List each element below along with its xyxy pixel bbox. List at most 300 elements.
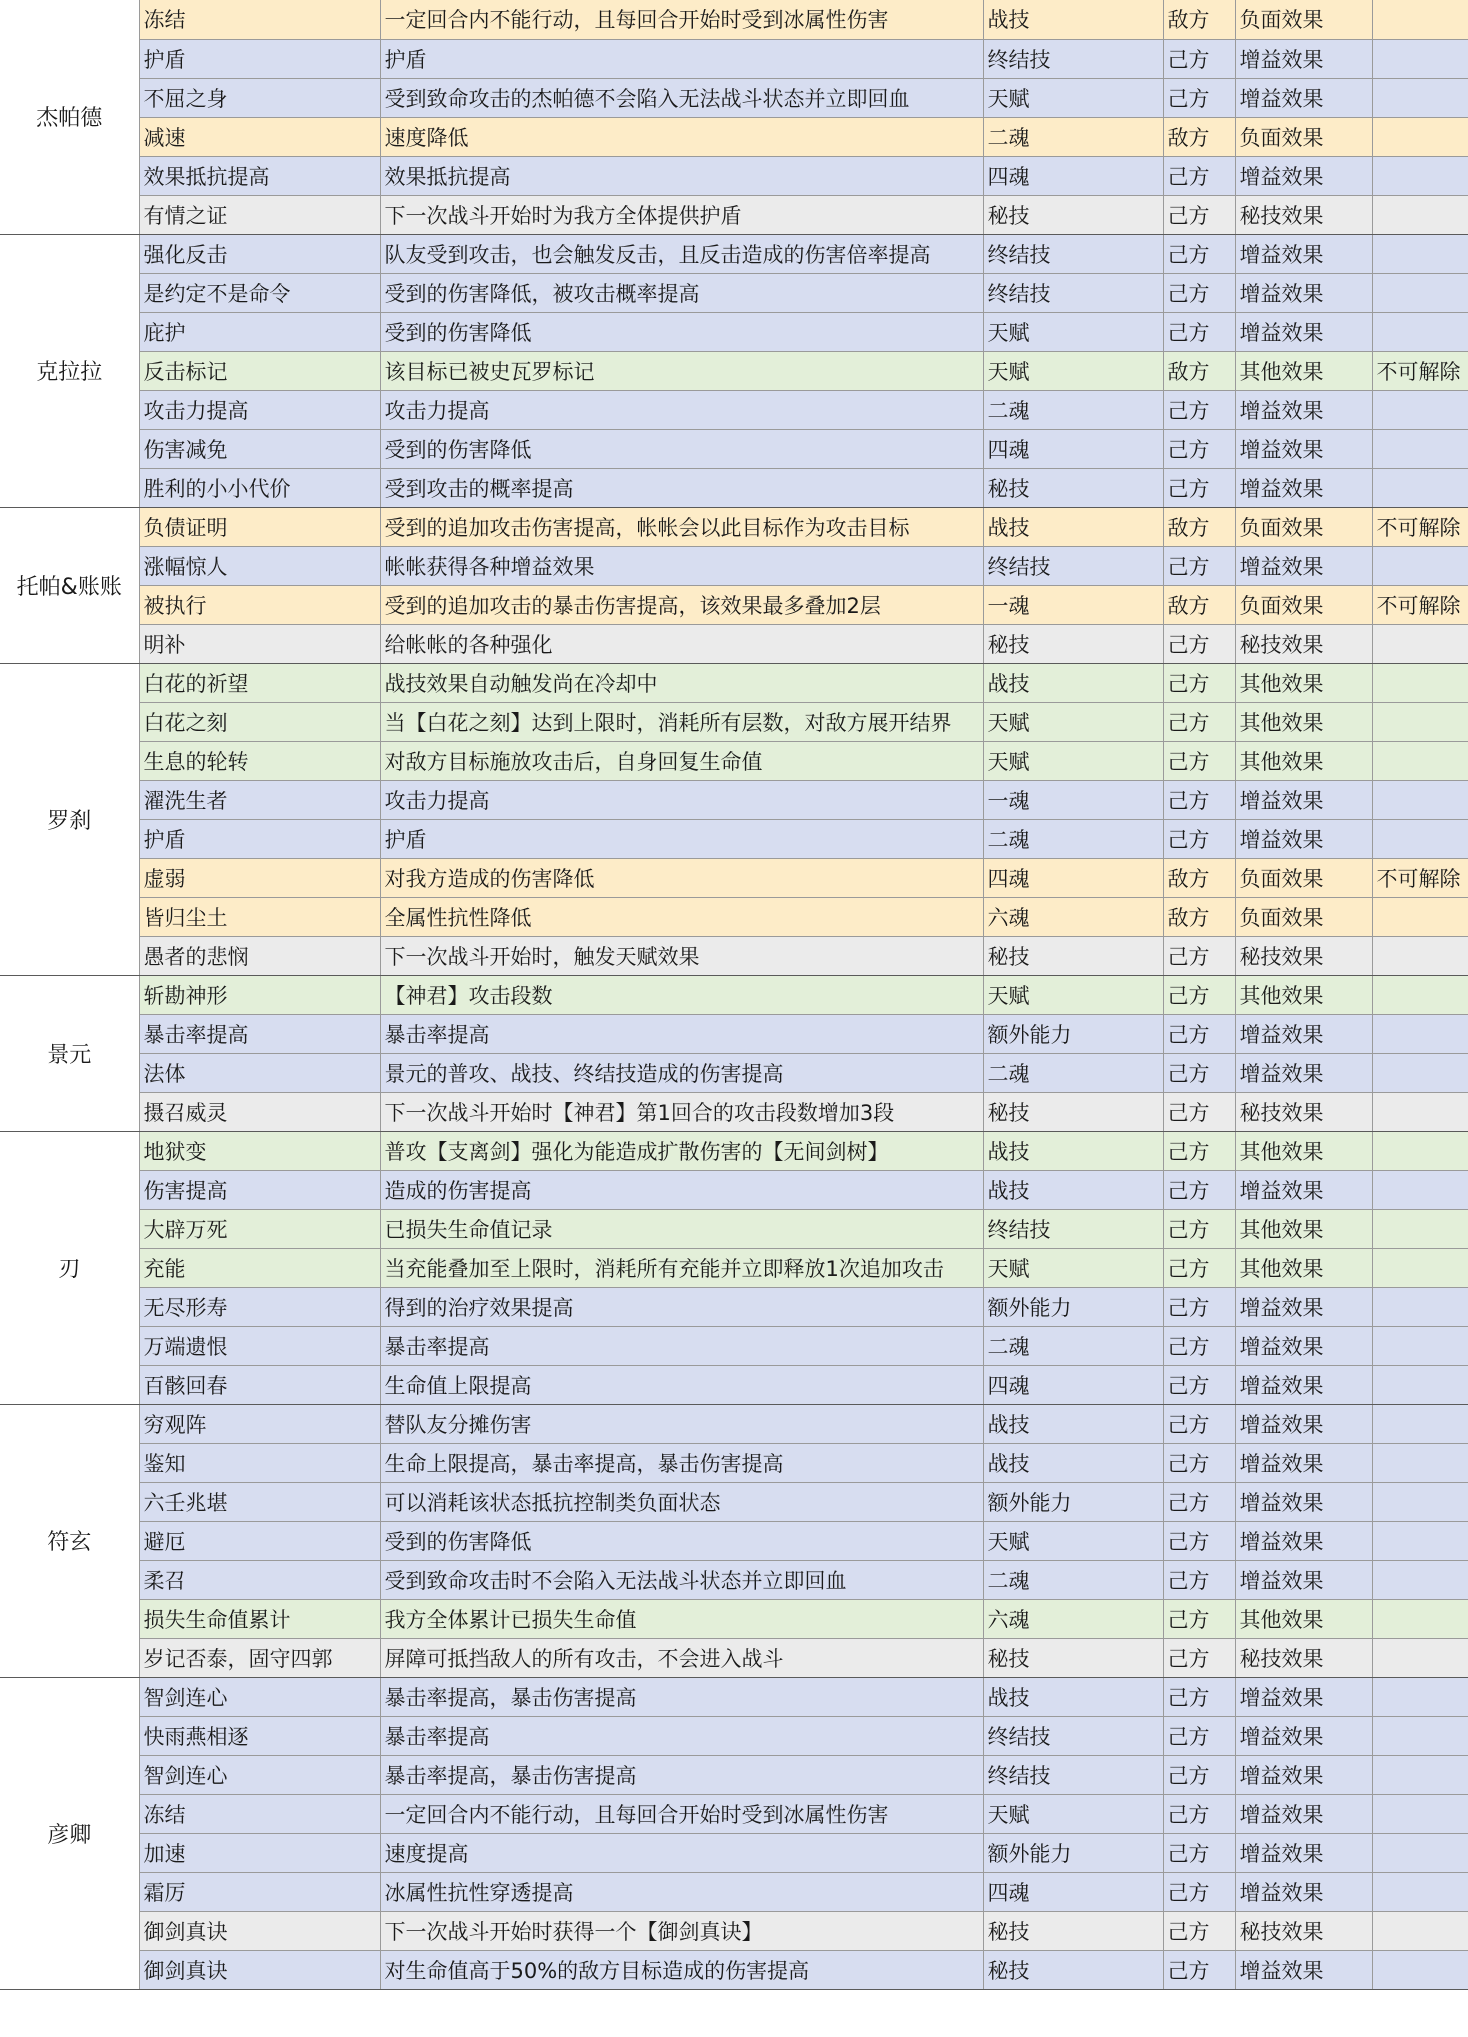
effect-name-cell[interactable]: 濯洗生者 [139,780,380,819]
character-name-cell[interactable]: 彦卿 [0,1677,139,1989]
effect-type-cell[interactable]: 增益效果 [1235,1326,1372,1365]
effect-name-cell[interactable]: 损失生命值累计 [139,1599,380,1638]
effect-type-cell[interactable]: 增益效果 [1235,273,1372,312]
effect-name-cell[interactable]: 百骸回春 [139,1365,380,1404]
effect-target-cell[interactable]: 己方 [1163,468,1235,507]
effect-type-cell[interactable]: 增益效果 [1235,1521,1372,1560]
effect-name-cell[interactable]: 万端遗恨 [139,1326,380,1365]
effect-name-cell[interactable]: 斩勘神形 [139,975,380,1014]
effect-description-cell[interactable]: 帐帐获得各种增益效果 [380,546,983,585]
effect-description-cell[interactable]: 对我方造成的伤害降低 [380,858,983,897]
effect-type-cell[interactable]: 其他效果 [1235,1248,1372,1287]
effect-source-cell[interactable]: 天赋 [983,312,1163,351]
effect-source-cell[interactable]: 秘技 [983,1950,1163,1989]
effect-note-cell[interactable] [1372,1482,1468,1521]
effect-description-cell[interactable]: 造成的伤害提高 [380,1170,983,1209]
effect-type-cell[interactable]: 负面效果 [1235,897,1372,936]
effect-target-cell[interactable]: 敌方 [1163,0,1235,39]
effect-description-cell[interactable]: 受到攻击的概率提高 [380,468,983,507]
effect-target-cell[interactable]: 己方 [1163,1521,1235,1560]
effect-name-cell[interactable]: 加速 [139,1833,380,1872]
effect-note-cell[interactable] [1372,702,1468,741]
effect-target-cell[interactable]: 己方 [1163,1755,1235,1794]
effect-source-cell[interactable]: 二魂 [983,117,1163,156]
effect-type-cell[interactable]: 增益效果 [1235,390,1372,429]
effect-note-cell[interactable] [1372,1833,1468,1872]
effect-note-cell[interactable] [1372,390,1468,429]
effect-note-cell[interactable] [1372,1716,1468,1755]
effect-target-cell[interactable]: 己方 [1163,1443,1235,1482]
effect-source-cell[interactable]: 四魂 [983,156,1163,195]
effect-description-cell[interactable]: 暴击率提高，暴击伤害提高 [380,1677,983,1716]
effect-type-cell[interactable]: 增益效果 [1235,468,1372,507]
effect-target-cell[interactable]: 己方 [1163,1053,1235,1092]
effect-type-cell[interactable]: 增益效果 [1235,312,1372,351]
effect-name-cell[interactable]: 法体 [139,1053,380,1092]
effect-name-cell[interactable]: 六壬兆堪 [139,1482,380,1521]
effect-source-cell[interactable]: 六魂 [983,897,1163,936]
effect-source-cell[interactable]: 二魂 [983,819,1163,858]
effect-note-cell[interactable] [1372,1443,1468,1482]
effect-name-cell[interactable]: 是约定不是命令 [139,273,380,312]
effect-note-cell[interactable] [1372,39,1468,78]
effect-name-cell[interactable]: 智剑连心 [139,1677,380,1716]
effect-name-cell[interactable]: 御剑真诀 [139,1911,380,1950]
effect-target-cell[interactable]: 己方 [1163,1209,1235,1248]
effect-type-cell[interactable]: 秘技效果 [1235,195,1372,234]
effect-name-cell[interactable]: 快雨燕相逐 [139,1716,380,1755]
effect-name-cell[interactable]: 冻结 [139,0,380,39]
effect-target-cell[interactable]: 敌方 [1163,117,1235,156]
effect-name-cell[interactable]: 减速 [139,117,380,156]
effect-name-cell[interactable]: 负债证明 [139,507,380,546]
effect-name-cell[interactable]: 避厄 [139,1521,380,1560]
effect-description-cell[interactable]: 队友受到攻击，也会触发反击，且反击造成的伤害倍率提高 [380,234,983,273]
effect-description-cell[interactable]: 得到的治疗效果提高 [380,1287,983,1326]
effect-description-cell[interactable]: 普攻【支离剑】强化为能造成扩散伤害的【无间剑树】 [380,1131,983,1170]
character-name-cell[interactable]: 罗刹 [0,663,139,975]
effect-note-cell[interactable] [1372,741,1468,780]
effect-note-cell[interactable] [1372,819,1468,858]
effect-source-cell[interactable]: 天赋 [983,741,1163,780]
effect-type-cell[interactable]: 增益效果 [1235,1365,1372,1404]
effect-name-cell[interactable]: 御剑真诀 [139,1950,380,1989]
effect-note-cell[interactable] [1372,1014,1468,1053]
effect-note-cell[interactable] [1372,1248,1468,1287]
effect-description-cell[interactable]: 速度提高 [380,1833,983,1872]
effect-source-cell[interactable]: 一魂 [983,780,1163,819]
effect-source-cell[interactable]: 额外能力 [983,1833,1163,1872]
effect-target-cell[interactable]: 己方 [1163,1248,1235,1287]
effect-description-cell[interactable]: 暴击率提高，暴击伤害提高 [380,1755,983,1794]
effect-note-cell[interactable] [1372,663,1468,702]
effect-type-cell[interactable]: 增益效果 [1235,546,1372,585]
effect-note-cell[interactable] [1372,117,1468,156]
effect-type-cell[interactable]: 增益效果 [1235,780,1372,819]
effect-name-cell[interactable]: 岁记否泰，固守四郭 [139,1638,380,1677]
effect-type-cell[interactable]: 增益效果 [1235,78,1372,117]
effect-note-cell[interactable] [1372,1677,1468,1716]
character-name-cell[interactable]: 托帕&账账 [0,507,139,663]
effect-type-cell[interactable]: 增益效果 [1235,1677,1372,1716]
effect-description-cell[interactable]: 已损失生命值记录 [380,1209,983,1248]
effect-description-cell[interactable]: 冰属性抗性穿透提高 [380,1872,983,1911]
effect-name-cell[interactable]: 鉴知 [139,1443,380,1482]
effect-note-cell[interactable] [1372,1560,1468,1599]
effect-target-cell[interactable]: 己方 [1163,39,1235,78]
effect-note-cell[interactable] [1372,468,1468,507]
effect-source-cell[interactable]: 终结技 [983,1209,1163,1248]
effect-source-cell[interactable]: 一魂 [983,585,1163,624]
effect-type-cell[interactable]: 增益效果 [1235,429,1372,468]
effect-description-cell[interactable]: 受到的伤害降低 [380,1521,983,1560]
effect-note-cell[interactable] [1372,1755,1468,1794]
effect-name-cell[interactable]: 冻结 [139,1794,380,1833]
effect-description-cell[interactable]: 可以消耗该状态抵抗控制类负面状态 [380,1482,983,1521]
effect-description-cell[interactable]: 护盾 [380,819,983,858]
effect-description-cell[interactable]: 全属性抗性降低 [380,897,983,936]
effect-target-cell[interactable]: 己方 [1163,1170,1235,1209]
effect-type-cell[interactable]: 其他效果 [1235,702,1372,741]
effect-target-cell[interactable]: 己方 [1163,1404,1235,1443]
effect-name-cell[interactable]: 有情之证 [139,195,380,234]
effect-target-cell[interactable]: 己方 [1163,1131,1235,1170]
effect-note-cell[interactable] [1372,1365,1468,1404]
effect-source-cell[interactable]: 战技 [983,0,1163,39]
effect-type-cell[interactable]: 增益效果 [1235,1716,1372,1755]
effect-type-cell[interactable]: 负面效果 [1235,858,1372,897]
effect-description-cell[interactable]: 给帐帐的各种强化 [380,624,983,663]
effect-type-cell[interactable]: 增益效果 [1235,819,1372,858]
effect-source-cell[interactable]: 四魂 [983,1872,1163,1911]
effect-source-cell[interactable]: 额外能力 [983,1287,1163,1326]
effect-target-cell[interactable]: 敌方 [1163,897,1235,936]
effect-source-cell[interactable]: 终结技 [983,1716,1163,1755]
effect-type-cell[interactable]: 负面效果 [1235,0,1372,39]
effect-name-cell[interactable]: 地狱变 [139,1131,380,1170]
effect-source-cell[interactable]: 天赋 [983,1521,1163,1560]
effect-type-cell[interactable]: 秘技效果 [1235,1638,1372,1677]
effect-type-cell[interactable]: 增益效果 [1235,1950,1372,1989]
effect-type-cell[interactable]: 增益效果 [1235,234,1372,273]
effect-target-cell[interactable]: 己方 [1163,1599,1235,1638]
effect-description-cell[interactable]: 暴击率提高 [380,1716,983,1755]
effect-type-cell[interactable]: 负面效果 [1235,507,1372,546]
effect-note-cell[interactable] [1372,195,1468,234]
effect-note-cell[interactable] [1372,0,1468,39]
effect-type-cell[interactable]: 增益效果 [1235,1794,1372,1833]
effect-target-cell[interactable]: 己方 [1163,1326,1235,1365]
effect-target-cell[interactable]: 己方 [1163,975,1235,1014]
effect-source-cell[interactable]: 二魂 [983,390,1163,429]
effect-description-cell[interactable]: 当充能叠加至上限时，消耗所有充能并立即释放1次追加攻击 [380,1248,983,1287]
effect-description-cell[interactable]: 一定回合内不能行动，且每回合开始时受到冰属性伤害 [380,0,983,39]
effect-source-cell[interactable]: 额外能力 [983,1014,1163,1053]
effect-name-cell[interactable]: 伤害提高 [139,1170,380,1209]
effect-target-cell[interactable]: 己方 [1163,312,1235,351]
effect-type-cell[interactable]: 增益效果 [1235,1170,1372,1209]
effect-name-cell[interactable]: 被执行 [139,585,380,624]
effect-name-cell[interactable]: 明补 [139,624,380,663]
effect-name-cell[interactable]: 穷观阵 [139,1404,380,1443]
effect-name-cell[interactable]: 效果抵抗提高 [139,156,380,195]
effect-type-cell[interactable]: 负面效果 [1235,585,1372,624]
effect-target-cell[interactable]: 己方 [1163,702,1235,741]
effect-target-cell[interactable]: 己方 [1163,624,1235,663]
effect-target-cell[interactable]: 己方 [1163,780,1235,819]
effect-type-cell[interactable]: 增益效果 [1235,1287,1372,1326]
effect-type-cell[interactable]: 增益效果 [1235,1560,1372,1599]
effect-description-cell[interactable]: 效果抵抗提高 [380,156,983,195]
effect-source-cell[interactable]: 战技 [983,1677,1163,1716]
effect-target-cell[interactable]: 己方 [1163,1716,1235,1755]
effect-type-cell[interactable]: 其他效果 [1235,663,1372,702]
effect-name-cell[interactable]: 胜利的小小代价 [139,468,380,507]
effect-target-cell[interactable]: 己方 [1163,78,1235,117]
effect-type-cell[interactable]: 增益效果 [1235,1755,1372,1794]
effect-description-cell[interactable]: 一定回合内不能行动，且每回合开始时受到冰属性伤害 [380,1794,983,1833]
effect-note-cell[interactable] [1372,975,1468,1014]
effect-target-cell[interactable]: 己方 [1163,1911,1235,1950]
effect-target-cell[interactable]: 己方 [1163,1560,1235,1599]
effect-source-cell[interactable]: 秘技 [983,195,1163,234]
effect-type-cell[interactable]: 增益效果 [1235,1833,1372,1872]
effect-description-cell[interactable]: 攻击力提高 [380,390,983,429]
effect-source-cell[interactable]: 六魂 [983,1599,1163,1638]
effect-description-cell[interactable]: 下一次战斗开始时【神君】第1回合的攻击段数增加3段 [380,1092,983,1131]
effect-type-cell[interactable]: 增益效果 [1235,1404,1372,1443]
effect-description-cell[interactable]: 受到的伤害降低，被攻击概率提高 [380,273,983,312]
effect-source-cell[interactable]: 天赋 [983,351,1163,390]
effect-source-cell[interactable]: 终结技 [983,39,1163,78]
effect-description-cell[interactable]: 受到的伤害降低 [380,429,983,468]
effect-name-cell[interactable]: 皆归尘土 [139,897,380,936]
effect-note-cell[interactable] [1372,1326,1468,1365]
character-name-cell[interactable]: 符玄 [0,1404,139,1677]
effect-note-cell[interactable] [1372,936,1468,975]
effect-description-cell[interactable]: 我方全体累计已损失生命值 [380,1599,983,1638]
effect-description-cell[interactable]: 受到的伤害降低 [380,312,983,351]
effect-description-cell[interactable]: 暴击率提高 [380,1326,983,1365]
effect-type-cell[interactable]: 增益效果 [1235,156,1372,195]
effect-target-cell[interactable]: 己方 [1163,1482,1235,1521]
effect-name-cell[interactable]: 摄召威灵 [139,1092,380,1131]
effect-source-cell[interactable]: 战技 [983,1404,1163,1443]
effect-target-cell[interactable]: 己方 [1163,1794,1235,1833]
effect-note-cell[interactable] [1372,1794,1468,1833]
effect-source-cell[interactable]: 四魂 [983,1365,1163,1404]
effect-type-cell[interactable]: 其他效果 [1235,975,1372,1014]
effect-type-cell[interactable]: 增益效果 [1235,1014,1372,1053]
effect-target-cell[interactable]: 己方 [1163,1950,1235,1989]
effect-description-cell[interactable]: 护盾 [380,39,983,78]
effect-name-cell[interactable]: 大辟万死 [139,1209,380,1248]
effect-target-cell[interactable]: 己方 [1163,936,1235,975]
effect-description-cell[interactable]: 下一次战斗开始时，触发天赋效果 [380,936,983,975]
effect-note-cell[interactable] [1372,1404,1468,1443]
effect-type-cell[interactable]: 秘技效果 [1235,1911,1372,1950]
effect-name-cell[interactable]: 智剑连心 [139,1755,380,1794]
effect-type-cell[interactable]: 增益效果 [1235,39,1372,78]
effect-description-cell[interactable]: 暴击率提高 [380,1014,983,1053]
effect-target-cell[interactable]: 己方 [1163,1833,1235,1872]
effect-description-cell[interactable]: 对敌方目标施放攻击后，自身回复生命值 [380,741,983,780]
effect-source-cell[interactable]: 天赋 [983,1248,1163,1287]
effect-target-cell[interactable]: 己方 [1163,546,1235,585]
effect-name-cell[interactable]: 白花之刻 [139,702,380,741]
effect-target-cell[interactable]: 己方 [1163,663,1235,702]
effect-target-cell[interactable]: 敌方 [1163,351,1235,390]
effect-source-cell[interactable]: 秘技 [983,624,1163,663]
effect-note-cell[interactable]: 不可解除 [1372,507,1468,546]
effect-note-cell[interactable]: 不可解除 [1372,351,1468,390]
effect-type-cell[interactable]: 其他效果 [1235,1131,1372,1170]
effect-note-cell[interactable] [1372,1911,1468,1950]
effect-target-cell[interactable]: 敌方 [1163,585,1235,624]
effect-description-cell[interactable]: 生命值上限提高 [380,1365,983,1404]
effect-note-cell[interactable] [1372,1053,1468,1092]
effect-description-cell[interactable]: 下一次战斗开始时获得一个【御剑真诀】 [380,1911,983,1950]
effect-name-cell[interactable]: 白花的祈望 [139,663,380,702]
effect-description-cell[interactable]: 受到致命攻击的杰帕德不会陷入无法战斗状态并立即回血 [380,78,983,117]
effect-source-cell[interactable]: 天赋 [983,78,1163,117]
effect-target-cell[interactable]: 敌方 [1163,858,1235,897]
effect-source-cell[interactable]: 天赋 [983,975,1163,1014]
effect-name-cell[interactable]: 生息的轮转 [139,741,380,780]
effect-type-cell[interactable]: 其他效果 [1235,741,1372,780]
effect-type-cell[interactable]: 增益效果 [1235,1872,1372,1911]
effect-description-cell[interactable]: 攻击力提高 [380,780,983,819]
effect-note-cell[interactable] [1372,1638,1468,1677]
effect-name-cell[interactable]: 反击标记 [139,351,380,390]
character-name-cell[interactable]: 克拉拉 [0,234,139,507]
effect-target-cell[interactable]: 己方 [1163,1365,1235,1404]
effect-target-cell[interactable]: 己方 [1163,819,1235,858]
effect-note-cell[interactable] [1372,1170,1468,1209]
effect-source-cell[interactable]: 秘技 [983,468,1163,507]
effect-name-cell[interactable]: 虚弱 [139,858,380,897]
character-name-cell[interactable]: 刃 [0,1131,139,1404]
effect-target-cell[interactable]: 己方 [1163,1287,1235,1326]
effect-source-cell[interactable]: 战技 [983,1131,1163,1170]
effect-type-cell[interactable]: 秘技效果 [1235,936,1372,975]
effect-source-cell[interactable]: 秘技 [983,1638,1163,1677]
effect-description-cell[interactable]: 受到的追加攻击的暴击伤害提高，该效果最多叠加2层 [380,585,983,624]
effect-type-cell[interactable]: 其他效果 [1235,1599,1372,1638]
effect-name-cell[interactable]: 无尽形寿 [139,1287,380,1326]
effect-target-cell[interactable]: 己方 [1163,741,1235,780]
effect-name-cell[interactable]: 伤害减免 [139,429,380,468]
effect-source-cell[interactable]: 秘技 [983,936,1163,975]
effect-source-cell[interactable]: 战技 [983,1443,1163,1482]
effect-source-cell[interactable]: 终结技 [983,273,1163,312]
effect-target-cell[interactable]: 己方 [1163,1014,1235,1053]
effect-name-cell[interactable]: 愚者的悲悯 [139,936,380,975]
character-name-cell[interactable]: 杰帕德 [0,0,139,234]
effect-target-cell[interactable]: 己方 [1163,1872,1235,1911]
effect-type-cell[interactable]: 其他效果 [1235,351,1372,390]
effect-source-cell[interactable]: 终结技 [983,546,1163,585]
effect-description-cell[interactable]: 对生命值高于50%的敌方目标造成的伤害提高 [380,1950,983,1989]
effect-description-cell[interactable]: 替队友分摊伤害 [380,1404,983,1443]
effect-note-cell[interactable]: 不可解除 [1372,585,1468,624]
effect-target-cell[interactable]: 敌方 [1163,507,1235,546]
effect-note-cell[interactable] [1372,78,1468,117]
effect-description-cell[interactable]: 战技效果自动触发尚在冷却中 [380,663,983,702]
effect-target-cell[interactable]: 己方 [1163,195,1235,234]
effect-source-cell[interactable]: 天赋 [983,702,1163,741]
effect-type-cell[interactable]: 其他效果 [1235,1209,1372,1248]
effect-type-cell[interactable]: 增益效果 [1235,1482,1372,1521]
effect-name-cell[interactable]: 攻击力提高 [139,390,380,429]
effect-source-cell[interactable]: 终结技 [983,1755,1163,1794]
effect-name-cell[interactable]: 柔召 [139,1560,380,1599]
effect-description-cell[interactable]: 受到的追加攻击伤害提高，帐帐会以此目标作为攻击目标 [380,507,983,546]
effect-source-cell[interactable]: 二魂 [983,1053,1163,1092]
effect-type-cell[interactable]: 秘技效果 [1235,624,1372,663]
effect-name-cell[interactable]: 充能 [139,1248,380,1287]
effect-note-cell[interactable] [1372,1521,1468,1560]
effect-name-cell[interactable]: 护盾 [139,39,380,78]
effect-note-cell[interactable] [1372,1092,1468,1131]
character-name-cell[interactable]: 景元 [0,975,139,1131]
effect-source-cell[interactable]: 额外能力 [983,1482,1163,1521]
effect-name-cell[interactable]: 护盾 [139,819,380,858]
effect-source-cell[interactable]: 战技 [983,507,1163,546]
effect-target-cell[interactable]: 己方 [1163,273,1235,312]
effect-note-cell[interactable] [1372,273,1468,312]
effect-target-cell[interactable]: 己方 [1163,1092,1235,1131]
effect-note-cell[interactable] [1372,546,1468,585]
effect-note-cell[interactable] [1372,1872,1468,1911]
effect-description-cell[interactable]: 景元的普攻、战技、终结技造成的伤害提高 [380,1053,983,1092]
effect-type-cell[interactable]: 增益效果 [1235,1053,1372,1092]
effect-name-cell[interactable]: 不屈之身 [139,78,380,117]
effect-description-cell[interactable]: 生命上限提高，暴击率提高，暴击伤害提高 [380,1443,983,1482]
effect-source-cell[interactable]: 二魂 [983,1326,1163,1365]
effect-name-cell[interactable]: 强化反击 [139,234,380,273]
effect-name-cell[interactable]: 暴击率提高 [139,1014,380,1053]
effect-description-cell[interactable]: 下一次战斗开始时为我方全体提供护盾 [380,195,983,234]
effect-source-cell[interactable]: 秘技 [983,1911,1163,1950]
effect-target-cell[interactable]: 己方 [1163,1677,1235,1716]
effect-target-cell[interactable]: 己方 [1163,234,1235,273]
effect-note-cell[interactable] [1372,1131,1468,1170]
effect-description-cell[interactable]: 【神君】攻击段数 [380,975,983,1014]
effect-type-cell[interactable]: 秘技效果 [1235,1092,1372,1131]
effect-source-cell[interactable]: 二魂 [983,1560,1163,1599]
effect-source-cell[interactable]: 战技 [983,663,1163,702]
effect-note-cell[interactable] [1372,429,1468,468]
effect-target-cell[interactable]: 己方 [1163,1638,1235,1677]
effect-note-cell[interactable] [1372,312,1468,351]
effect-source-cell[interactable]: 终结技 [983,234,1163,273]
effect-note-cell[interactable] [1372,780,1468,819]
effect-name-cell[interactable]: 庇护 [139,312,380,351]
effect-source-cell[interactable]: 四魂 [983,858,1163,897]
effect-target-cell[interactable]: 己方 [1163,429,1235,468]
effect-source-cell[interactable]: 秘技 [983,1092,1163,1131]
effect-note-cell[interactable] [1372,624,1468,663]
effect-note-cell[interactable] [1372,156,1468,195]
effect-target-cell[interactable]: 己方 [1163,156,1235,195]
effect-name-cell[interactable]: 霜厉 [139,1872,380,1911]
effect-note-cell[interactable]: 不可解除 [1372,858,1468,897]
effect-description-cell[interactable]: 受到致命攻击时不会陷入无法战斗状态并立即回血 [380,1560,983,1599]
effect-description-cell[interactable]: 速度降低 [380,117,983,156]
effect-note-cell[interactable] [1372,1209,1468,1248]
effect-note-cell[interactable] [1372,1599,1468,1638]
